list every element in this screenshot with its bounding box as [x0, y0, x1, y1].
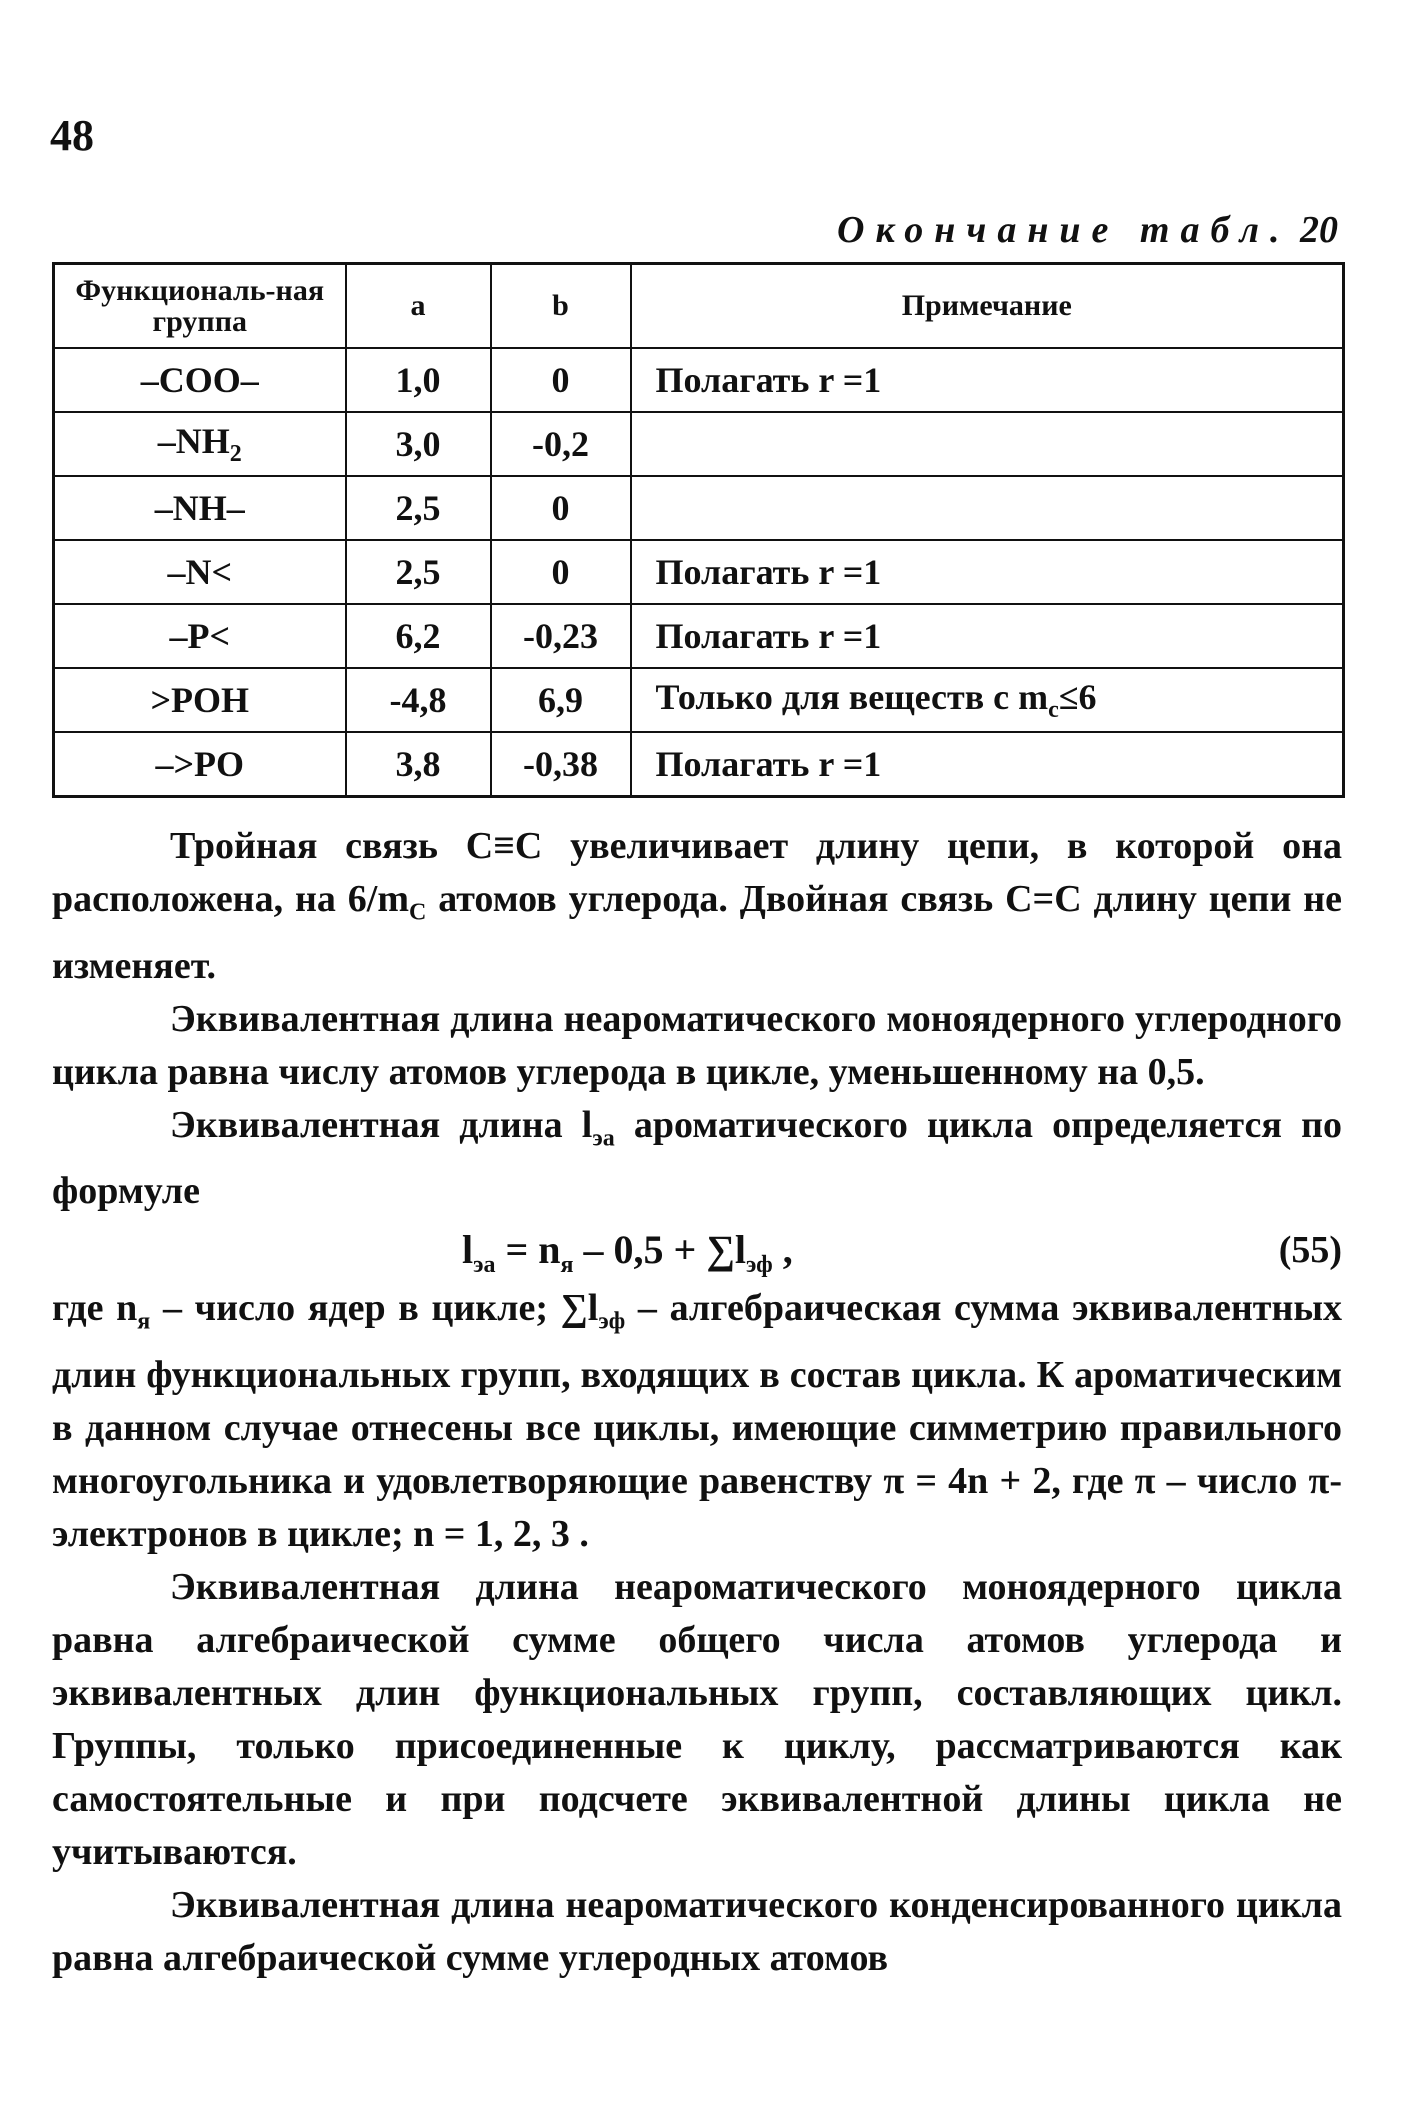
table-caption — [837, 208, 1338, 252]
table-row — [54, 540, 1344, 604]
formula-part: = n — [495, 1227, 561, 1273]
group-subscript: 2 — [229, 441, 242, 468]
functional-groups-table — [52, 262, 1345, 798]
subscript: эа — [592, 1125, 615, 1152]
table-row — [54, 604, 1344, 668]
cell-note: Полагать r =1 — [631, 348, 1344, 412]
table-row — [54, 348, 1344, 412]
cell-group — [54, 412, 346, 476]
cell-group: >POH — [54, 668, 346, 732]
header-group: Функциональ-ная группа — [54, 264, 346, 349]
header-note: Примечание — [631, 264, 1344, 349]
cell-group: –>PO — [54, 732, 346, 797]
header-a: a — [346, 264, 491, 349]
table-row — [54, 668, 1344, 732]
table-row — [54, 476, 1344, 540]
subscript: эф — [598, 1308, 626, 1335]
cell-a: 3,8 — [346, 732, 491, 797]
cell-group: –P< — [54, 604, 346, 668]
group-text: –NH — [157, 420, 230, 461]
paragraph-text: где n — [52, 1287, 138, 1330]
cell-note: Полагать r =1 — [631, 540, 1344, 604]
paragraph-text: Тройная связь C≡C увеличивает длину цепи, в которой она расположена, на 6/m — [52, 825, 1342, 920]
note-tail: ≤6 — [1058, 676, 1097, 717]
formula-part: – 0,5 + ∑l — [573, 1227, 746, 1273]
cell-note: Полагать r =1 — [631, 732, 1344, 797]
formula-part: , — [772, 1227, 793, 1273]
note-text: Только для веществ с m — [655, 676, 1049, 717]
subscript: C — [409, 899, 427, 926]
formula-subscript: я — [560, 1252, 574, 1279]
cell-b: 0 — [491, 476, 631, 540]
paragraph — [52, 820, 1342, 993]
cell-a: 2,5 — [346, 540, 491, 604]
cell-b: 6,9 — [491, 668, 631, 732]
paragraph-text: атомов углерода. Двойная связь C=C длину цепи не изменяет. — [52, 878, 1343, 987]
paragraph: Эквивалентная длина неароматического конденсированного цикла равна алгебраической сумме углеродных атомов — [52, 1883, 1342, 1979]
caption-prefix: Окончание табл. — [837, 209, 1291, 251]
body-text — [52, 820, 1342, 1985]
cell-b: 0 — [491, 540, 631, 604]
formula-subscript: эф — [745, 1252, 773, 1279]
table-row — [54, 732, 1344, 797]
table-header-row — [54, 264, 1344, 349]
paragraph-text: – алгебраическая сумма эквивалентных длин функциональных групп, входящих в состав цикла. К ароматическим в данном случае отнесены все циклы, имеющие симметрию правильного многоугольника и удовлетворяющие равенству π = 4n + 2, где π – число π-электронов в цикле; n = 1, 2, 3 . — [52, 1287, 1343, 1555]
paragraph-text: ароматического цикла определяется по формуле — [52, 1103, 1343, 1213]
cell-note — [631, 412, 1344, 476]
formula-number: (55) — [1278, 1229, 1342, 1272]
cell-b: -0,23 — [491, 604, 631, 668]
cell-group: –N< — [54, 540, 346, 604]
formula-expression — [462, 1218, 793, 1297]
cell-group: –NH– — [54, 476, 346, 540]
cell-a: 6,2 — [346, 604, 491, 668]
paragraph-text: Эквивалентная длина l — [170, 1103, 593, 1146]
page-number: 48 — [50, 111, 94, 160]
formula-subscript: эа — [473, 1252, 496, 1279]
caption-table-number: 20 — [1300, 209, 1338, 251]
cell-a: -4,8 — [346, 668, 491, 732]
paragraph — [52, 1282, 1342, 1561]
table-row — [54, 412, 1344, 476]
cell-group: –COO– — [54, 348, 346, 412]
subscript: я — [137, 1308, 151, 1335]
note-subscript: c — [1048, 697, 1059, 724]
cell-b: 0 — [491, 348, 631, 412]
cell-a: 3,0 — [346, 412, 491, 476]
cell-a: 1,0 — [346, 348, 491, 412]
formula-55 — [52, 1218, 1342, 1282]
formula-part: l — [462, 1227, 474, 1273]
cell-note: Полагать r =1 — [631, 604, 1344, 668]
cell-b: -0,38 — [491, 732, 631, 797]
paragraph: Эквивалентная длина неароматического моноядерного цикла равна алгебраической сумме общего числа атомов углерода и эквивалентных длин функциональных групп, составляющих цикл. Группы, только присоединенные к циклу, рассматриваются как самостоятельные и при подсчете эквивалентной длины цикла не учитываются. — [52, 1565, 1342, 1873]
paragraph — [52, 1099, 1342, 1219]
paragraph-text: – число ядер в цикле; ∑l — [150, 1287, 599, 1330]
cell-a: 2,5 — [346, 476, 491, 540]
cell-note — [631, 668, 1344, 732]
header-b: b — [491, 264, 631, 349]
paragraph: Эквивалентная длина неароматического моноядерного углеродного цикла равна числу атомов углерода в цикле, уменьшенному на 0,5. — [52, 997, 1342, 1093]
cell-b: -0,2 — [491, 412, 631, 476]
cell-note — [631, 476, 1344, 540]
